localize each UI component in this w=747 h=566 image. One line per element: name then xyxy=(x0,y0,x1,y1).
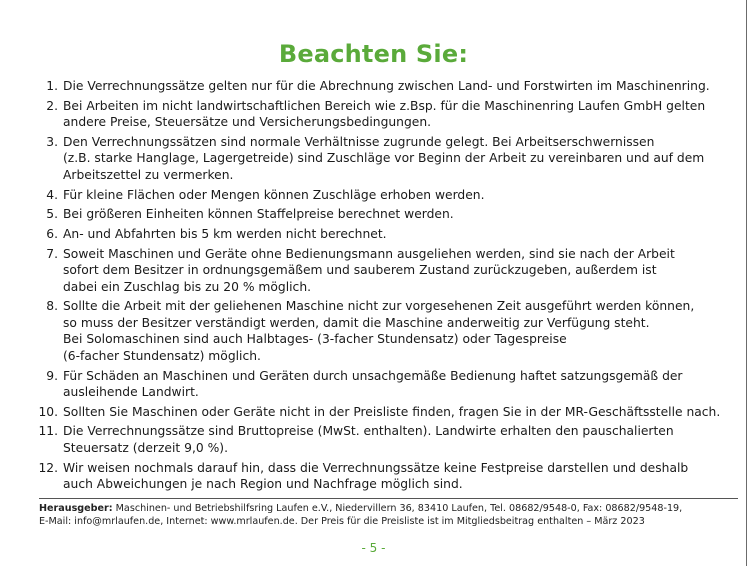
note-item xyxy=(36,187,740,204)
note-number: 11. xyxy=(38,424,58,439)
note-text: Bei Arbeiten im nicht landwirtschaftlichen Bereich wie z.Bsp. für die Maschinenring Laufen GmbH gelten andere Preise, Steuersätze und Versicherungsbedingungen. xyxy=(63,98,706,130)
notes-list xyxy=(36,78,740,496)
note-number: 2. xyxy=(46,98,58,113)
note-number: 1. xyxy=(46,79,58,93)
note-number: 4. xyxy=(46,187,58,202)
note-text: Für kleine Flächen oder Mengen können Zuschläge erhoben werden. xyxy=(63,187,485,202)
note-number: 8. xyxy=(46,299,58,314)
note-text: Die Verrechnungssätze sind Bruttopreise (MwSt. enthalten). Landwirte erhalten den pauschalierten Steuersatz (derzeit 9,0 %). xyxy=(63,424,674,455)
note-number: 12. xyxy=(38,460,58,475)
note-item xyxy=(36,206,740,223)
note-text: Wir weisen nochmals darauf hin, dass die Verrechnungssätze keine Festpreise darstellen und deshalb auch Abweichungen je nach Region und Nachfrage möglich sind. xyxy=(63,460,689,492)
page-title: Beachten Sie: xyxy=(278,40,469,68)
note-item xyxy=(36,134,740,184)
footer-divider xyxy=(39,498,738,499)
note-item xyxy=(36,298,740,364)
note-item xyxy=(36,98,740,131)
note-item xyxy=(36,404,740,421)
note-number: 7. xyxy=(46,246,58,261)
note-text: Für Schäden an Maschinen und Geräten durch unsachgemäße Bedienung haftet satzungsgemäß der ausleihende Landwirt. xyxy=(63,368,683,399)
note-text: Soweit Maschinen und Geräte ohne Bedienungsmann ausgeliehen werden, sind sie nach der Arbeit sofort dem Besitzer in ordnungsgemäßem und sauberem Zustand zurückzugeben, außerdem ist dabei ein Zuschlag bis zu 20 % möglich. xyxy=(63,246,675,294)
note-text: Sollte die Arbeit mit der geliehenen Maschine nicht zur vorgesehenen Zeit ausgeführt werden können, so muss der Besitzer verständigt werden, damit die Maschine anderweitig zur Verfügung steht. Bei Solomaschinen sind auch Halbtages- (3-facher Stundensatz) oder Tagespreise (6-facher Stundensatz) möglich. xyxy=(63,299,695,363)
note-text: Sollten Sie Maschinen oder Geräte nicht in der Preisliste finden, fragen Sie in der MR-Geschäftsstelle nach. xyxy=(63,404,721,419)
note-text: Die Verrechnungssätze gelten nur für die Abrechnung zwischen Land- und Forstwirten im Maschinenring. xyxy=(63,79,710,93)
publisher-details: Maschinen- und Betriebshilfsring Laufen e.V., Niedervillern 36, 83410 Laufen, Tel. 08682/9548-0, Fax: 08682/9548-19, E-Mail: info@mrlaufen.de, Internet: www.mrlaufen.de. Der Preis für die Preisliste ist im Mitgliedsbeitrag enthalten – März 2023 xyxy=(39,503,683,527)
note-number: 5. xyxy=(46,207,58,222)
note-text: Bei größeren Einheiten können Staffelpreise berechnet werden. xyxy=(63,207,454,222)
note-item xyxy=(36,460,740,493)
note-number: 10. xyxy=(38,404,58,419)
note-item xyxy=(36,78,740,95)
note-number: 9. xyxy=(46,368,58,383)
page-number: - 5 - xyxy=(361,541,386,555)
note-item xyxy=(36,423,740,456)
note-number: 3. xyxy=(46,134,58,149)
note-item xyxy=(36,368,740,401)
publisher-footer xyxy=(39,503,741,528)
note-text: An- und Abfahrten bis 5 km werden nicht berechnet. xyxy=(63,226,387,241)
publisher-label: Herausgeber: xyxy=(39,503,113,514)
note-item xyxy=(36,246,740,296)
note-item xyxy=(36,226,740,243)
note-text: Den Verrechnungssätzen sind normale Verhältnisse zugrunde gelegt. Bei Arbeitserschwernissen (z.B. starke Hanglage, Lagergetreide) sind Zuschläge vor Beginn der Arbeit zu vereinbaren und auf dem Arbeitszettel zu vermerken. xyxy=(63,134,705,182)
note-number: 6. xyxy=(46,226,58,241)
